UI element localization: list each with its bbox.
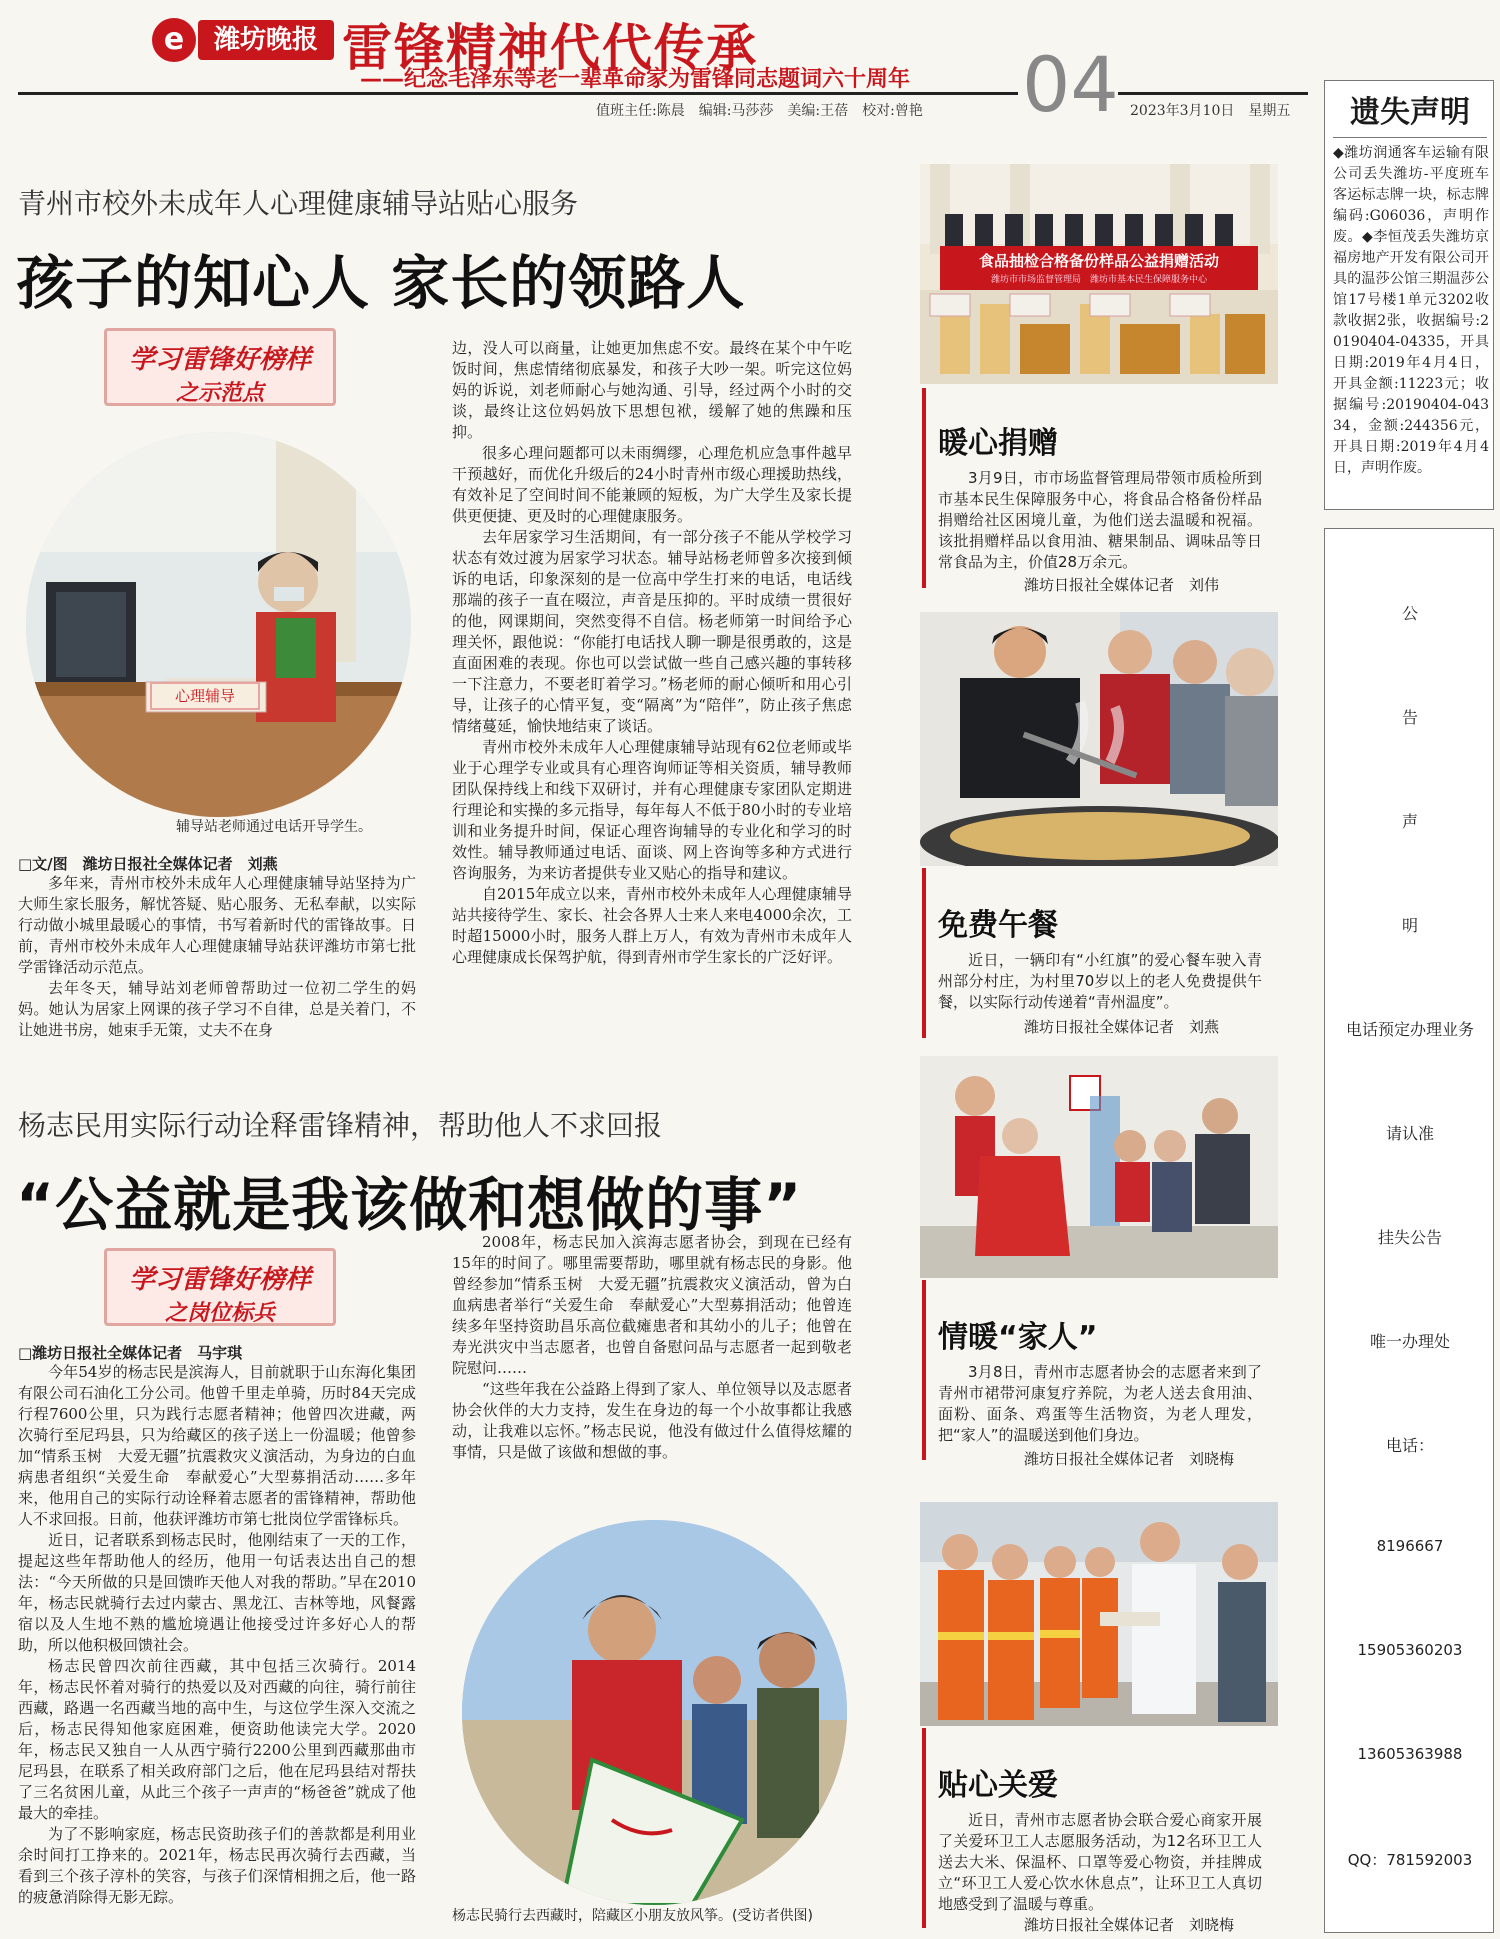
ad-line: 电话预定办理业务 — [1345, 1020, 1474, 1039]
badge-line1: 学习雷锋好榜样 — [128, 1265, 311, 1295]
page-number: 04 — [1022, 40, 1119, 129]
sidebar-accent-bar — [922, 1280, 926, 1460]
sidebar-item-text: 3月9日，市市场监督管理局带领市质检所到市基本民生保障服务中心，将食品合格备份样品捐赠给社区困境儿童，为他们送去温暖和祝福。该批捐赠样品以食用油、糖果制品、调味品等日常食品为主，价值28万余元。 — [938, 469, 1262, 571]
paragraph: 为了不影响家庭，杨志民资助孩子们的善款都是利用业余时间打工挣来的。2021年，杨志民再次骑行去西藏，当看到三个孩子淳朴的笑容，与孩子们深情相拥之后，他一路的疲惫消除得无影无踪。 — [18, 1825, 416, 1906]
ad-char: 明 — [1401, 916, 1418, 935]
lost-notice-box — [1324, 80, 1494, 510]
paragraph: 青州市校外未成年人心理健康辅导站现有62位老师或毕业于心理学专业或具有心理咨询师证等相关资质，辅导教师团队保持线上和线下双研讨，并有心理健康专家团队定期进行理论和实操的多元指导，每年每人不低于80小时的专业培训和业务提升时间，保证心理咨询辅导的专业化和学习的时效性。辅导教师通过电话、面谈、网上咨询等多种方式进行咨询服务，为来访者提供专业又贴心的指导和建议。 — [452, 738, 852, 882]
paragraph: 去年居家学习生活期间，有一部分孩子不能从学校学习状态有效过渡为居家学习状态。辅导站杨老师曾多次接到倾诉的电话，印象深刻的是一位高中学生打来的电话，电话线那端的孩子一直在啜泣，声音是压抑的。平时成绩一贯很好的他，网课期间，突然变得不自信。杨老师第一时间给予心理关怀，跟他说：“你能打电话找人聊一聊是很勇敢的，这是直面困难的表现。你也可以尝试做一些自己感兴趣的事转移一下注意力，不要老盯着学习。”杨老师的耐心倾听和用心引导，让孩子的心情平复，变“隔离”为“陪伴”，防止孩子焦虑情绪蔓延，愉快地结束了谈话。 — [452, 528, 852, 735]
sidebar-item-text: 近日，青州市志愿者协会联合爱心商家开展了关爱环卫工人志愿服务活动，为12名环卫工人送去大米、保温杯、口罩等爱心物资，并挂牌成立“环卫工人爱心饮水休息点”，让环卫工人真切地感受到了温暖与尊重。 — [938, 1811, 1262, 1913]
issue-date: 2023年3月10日 星期五 — [1130, 103, 1291, 119]
article1-headline: 孩子的知心人 家长的领路人 — [16, 249, 746, 317]
notice-divider — [1333, 137, 1487, 138]
ad-qq: QQ：781592003 — [1347, 1851, 1473, 1869]
article1-badge — [104, 328, 336, 406]
sidebar-accent-bar — [922, 388, 926, 588]
ad-phone: 13605363988 — [1357, 1745, 1463, 1763]
ad-line: 请认准 — [1385, 1124, 1434, 1143]
sidebar-item-title: 情暖“家人” — [938, 1320, 1098, 1355]
article2-column2 — [452, 1232, 852, 1520]
paragraph: 很多心理问题都可以未雨绸缪，心理危机应急事件越早干预越好，而优化升级后的24小时青州市级心理援助热线，有效补足了空间时间不能兼顾的短板，为广大学生及家长提供更便捷、更及时的心理健康服务。 — [452, 444, 852, 525]
sanitation-workers-illustration — [920, 1502, 1278, 1726]
paragraph: “这些年我在公益路上得到了家人、单位领导以及志愿者协会伙伴的大力支持，发生在身边的每一个小故事都让我感动，让我难以忘怀。”杨志民说，他没有做过什么值得炫耀的事情，只是做了该做和想做的事。 — [452, 1380, 852, 1461]
sidebar-photo-donation — [920, 164, 1278, 384]
counselor-on-phone-illustration — [26, 432, 411, 817]
article2-byline: □潍坊日报社全媒体记者 马宇琪 — [18, 1344, 243, 1362]
sidebar-accent-bar — [922, 868, 926, 1038]
article2-photo-caption: 杨志民骑行去西藏时，陪藏区小朋友放风筝。(受访者供图) — [452, 1908, 813, 1924]
sidebar-photo-lunch — [920, 612, 1278, 866]
paragraph: 2008年，杨志民加入滨海志愿者协会，到现在已经有15年的时间了。哪里需要帮助，哪里就有杨志民的身影。他曾经参加“情系玉树 大爱无疆”抗震救灾义演活动，曾为白血病患者举行“关爱生命 奉献爱心”大型募捐活动；他曾连续多年坚持资助昌乐高位截瘫患者和其幼小的儿子；他曾在寿光洪灾中当志愿者，也曾自备慰问品与志愿者一起到敬老院慰问…… — [452, 1233, 852, 1377]
article2-headline: “公益就是我该做和想做的事” — [16, 1171, 803, 1239]
sidebar-photo-haircut — [920, 1056, 1278, 1278]
cyclist-with-children-illustration — [462, 1520, 847, 1905]
article1-column2 — [452, 338, 852, 1043]
sidebar-item-credit: 潍坊日报社全媒体记者 刘伟 — [1024, 576, 1220, 594]
notice-title: 遗失声明 — [1350, 95, 1470, 130]
sidebar-item-credit: 潍坊日报社全媒体记者 刘燕 — [1024, 1018, 1220, 1036]
paragraph: 边，没人可以商量，让她更加焦虑不安。最终在某个中午吃饭时间，焦虑情绪彻底暴发，和孩子大吵一架。听完这位妈妈的诉说，刘老师耐心与她沟通、引导，经过两个小时的交谈，最终让这位妈妈放下思想包袱，缓解了她的焦躁和压抑。 — [452, 339, 852, 441]
badge-line2: 之岗位标兵 — [164, 1301, 275, 1326]
paragraph: 自2015年成立以来，青州市校外未成年人心理健康辅导站共接待学生、家长、社会各界人士来人来电4000余次，工时超15000小时，服务人群上万人，有效为青州市未成年人心理健康成长保驾护航，得到青州市学生家长的广泛好评。 — [452, 885, 852, 966]
sidebar-item-credit: 潍坊日报社全媒体记者 刘晓梅 — [1024, 1450, 1235, 1468]
logo-icon: e — [152, 18, 196, 62]
sidebar-item-text: 3月8日，青州市志愿者协会的志愿者来到了青州市裙带河康复疗养院，为老人送去食用油、面粉、面条、鸡蛋等生活物资，为老人理发，把“家人”的温暖送到他们身边。 — [938, 1363, 1262, 1444]
banner-subtitle: ——纪念毛泽东等老一辈革命家为雷锋同志题词六十周年 — [360, 67, 911, 92]
sidebar-item-title: 暖心捐赠 — [938, 426, 1058, 461]
sidebar-accent-bar — [922, 1728, 926, 1928]
article1-photo — [26, 432, 411, 817]
paragraph: 去年冬天，辅导站刘老师曾帮助过一位初二学生的妈妈。她认为居家上网课的孩子学习不自律，总是关着门，不让她进书房，她束手无策，丈夫不在身 — [18, 979, 416, 1039]
banner-title: 雷锋精神代代传承 — [342, 19, 758, 77]
sidebar-item-title: 免费午餐 — [938, 908, 1058, 943]
paper-logo: 潍坊晚报 — [198, 20, 334, 60]
paragraph: 今年54岁的杨志民是滨海人，目前就职于山东海化集团有限公司石油化工分公司。他曾千里走单骑，历时84天完成行程7600公里，只为践行志愿者精神；他曾四次进藏，两次骑行至尼玛县，只为给藏区的孩子送上一份温暖；他曾参加“情系玉树 大爱无疆”抗震救灾义演活动，为身边的白血病患者组织“关爱生命 奉献爱心”大型募捐活动……多年来，他用自己的实际行动诠释着志愿者的雷锋精神，帮助他人不求回报。日前，他获评潍坊市第七批岗位学雷锋标兵。 — [18, 1363, 416, 1528]
header-rule — [18, 92, 1018, 95]
ad-char: 告 — [1401, 708, 1418, 727]
free-lunch-illustration — [920, 612, 1278, 866]
paragraph: 多年来，青州市校外未成年人心理健康辅导站坚持为广大师生家长服务，解忧答疑、贴心服务、无私奉献，以实际行动做小城里最暖心的事情，书写着新时代的雷锋故事。日前，青州市校外未成年人心理健康辅导站获评潍坊市第七批学雷锋活动示范点。 — [18, 874, 416, 976]
paragraph: 近日，记者联系到杨志民时，他刚结束了一天的工作，提起这些年帮助他人的经历，他用一句话表达出自己的想法：“今天所做的只是回馈昨天他人对我的帮助。”早在2010年，杨志民就骑行去过内蒙古、黑龙江、吉林等地，风餐露宿以及人生地不熟的尴尬境遇让他接受过许多好心人的帮助，所以他积极回馈社会。 — [18, 1531, 416, 1654]
article1-column1 — [18, 873, 416, 1041]
ad-line: 唯一办理处 — [1369, 1332, 1450, 1351]
donation-banner-subtext: 潍坊市市场监督管理局 潍坊市基本民生保障服务中心 — [990, 275, 1207, 285]
sidebar-item-text: 近日，一辆印有“小红旗”的爱心餐车驶入青州部分村庄，为村里70岁以上的老人免费提供午餐，以实际行动传递着“青州温度”。 — [938, 951, 1262, 1011]
ad-char: 声 — [1401, 812, 1418, 831]
ad-phone: 8196667 — [1376, 1537, 1444, 1555]
ad-line: 电话： — [1385, 1436, 1434, 1455]
ad-char: 公 — [1401, 604, 1418, 623]
article1-kicker: 青州市校外未成年人心理健康辅导站贴心服务 — [18, 187, 579, 220]
notice-text: ◆潍坊润通客车运输有限公司丢失潍坊-平度班车客运标志牌一块，标志牌编码:G06036，声明作废。◆李恒茂丢失潍坊京福房地产开发有限公司开具的温莎公馆三期温莎公馆17号楼1单元3202收款收据2张，收据编号:20190404-04335，开具日期:2019年4月4日，开具金额:11223元；收据编号:20190404-04334，金额:244356元，开具日期:2019年4月4日，声明作废。 — [1333, 145, 1489, 476]
sidebar-photo-sanitation — [920, 1502, 1278, 1726]
article2-badge — [104, 1248, 336, 1326]
ad-line: 挂失公告 — [1377, 1228, 1442, 1247]
article1-byline: □文/图 潍坊日报社全媒体记者 刘燕 — [18, 855, 278, 873]
header-rule-right — [1118, 92, 1308, 95]
photo-sign: 心理辅导 — [150, 682, 260, 710]
paragraph: 杨志民曾四次前往西藏，其中包括三次骑行。2014年，杨志民怀着对骑行的热爱以及对西藏的向往，骑行前往西藏，路遇一名西藏当地的高中生，与这位学生深入交流之后，杨志民得知他家庭困难，便资助他读完大学。2020年，杨志民又独自一人从西宁骑行2200公里到西藏那曲市尼玛县，在联系了相关政府部门之后，他在尼玛县结对帮扶了三名贫困儿童，从此三个孩子一声声的“杨爸爸”就成了他最大的牵挂。 — [18, 1657, 416, 1822]
announcement-ad-box — [1324, 528, 1494, 1933]
article2-column1 — [18, 1362, 416, 1932]
badge-line1: 学习雷锋好榜样 — [128, 345, 311, 375]
masthead — [0, 0, 1500, 129]
article1-photo-caption: 辅导站老师通过电话开导学生。 — [176, 819, 372, 835]
sidebar-item-credit: 潍坊日报社全媒体记者 刘晓梅 — [1024, 1916, 1235, 1934]
article2-photo — [462, 1520, 847, 1905]
ad-phone: 15905360203 — [1357, 1641, 1463, 1659]
haircut-illustration — [920, 1056, 1278, 1278]
editor-credits: 值班主任:陈晨 编辑:马莎莎 美编:王蓓 校对:曾艳 — [596, 103, 923, 119]
badge-line2: 之示范点 — [175, 381, 264, 406]
donation-banner-text: 食品抽检合格备份样品公益捐赠活动 — [978, 252, 1219, 270]
sidebar-item-title: 贴心关爱 — [938, 1768, 1058, 1803]
article2-kicker: 杨志民用实际行动诠释雷锋精神，帮助他人不求回报 — [18, 1109, 663, 1142]
